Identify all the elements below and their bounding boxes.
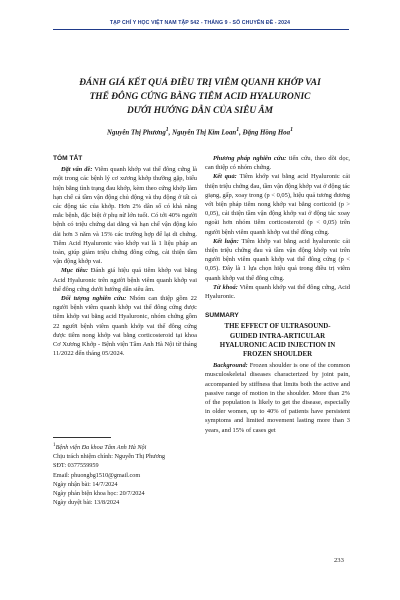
author-name: Nguyễn Thị Phương [107,129,166,137]
accepted-date: Ngày duyệt bài: 13/8/2024 [53,499,120,507]
affiliation-superscript: 1 [53,442,56,448]
intro-paragraph [53,165,197,266]
conclusion-text: Tiêm khớp vai bằng acid hyaluronic cải thiện triệu chứng đau và tầm vận động khớp vai trên người bệnh viêm quanh khớp vai thể đông cứng (p < 0,05). Đây là 1 lựa chọn hiệu quả trong điều trị viêm quanh khớp vai thể đông cứng. [205,237,350,282]
summary-heading: SUMMARY [205,312,239,320]
author-name: Đặng Hồng Hoa [242,129,291,137]
title-line: DƯỚI HƯỚNG DẪN CỦA SIÊU ÂM [126,105,274,116]
background-text: Frozen shoulder is one of the common musculoskeletal diseases characterized by joint pain, accompanied by stiffness that limits both the active and passive range of motion in the shoulder. More than 2% of the population is likely to get the disease, especially in older women, up to 40% of patients have persistent symptoms and limited movement lasting more than 3 years, and 15% of cases get [205,362,350,434]
reviewed-date: Ngày phản biện khoa học: 20/7/2024 [53,490,145,498]
conclusion-label: Kết luận: [213,237,239,245]
results-label: Kết quả: [213,173,237,181]
aim-text: Đánh giá hiệu quả tiêm khớp vai bằng Acid Hyaluronic trên người bệnh viêm quanh khớp vai thể đông cứng dưới hướng dẫn siêu âm. [53,267,197,293]
english-title-line: FROZEN SHOULDER [242,351,313,359]
subjects-text: Nhóm can thiệp gồm 22 người bệnh viêm quanh khớp vai thể đông cứng được tiêm khớp vai bằng acid Hyaluronic, nhóm chứng gồm 22 người bệnh viêm quanh khớp vai thể đông cứng được tiêm nong khớp vai bằng corticosteroid tại khoa Cơ Xương Khớp - Bệnh viện Tâm Anh Hà Nội từ tháng 11/2022 đến tháng 05/2024. [53,295,197,358]
subjects-label: Đối tượng nghiên cứu: [61,295,127,303]
affiliation: Bệnh viện Đa khoa Tâm Anh Hà Nội [55,444,147,452]
subjects-paragraph [53,294,197,358]
results-paragraph [205,172,350,236]
keywords-label: Từ khoá: [213,283,238,291]
journal-header: TẠP CHÍ Y HỌC VIỆT NAM TẬP 542 - THÁNG 9 - SỐ CHUYÊN ĐỀ - 2024 [109,20,291,26]
methods-paragraph [205,154,350,172]
english-title-line: HYALURONIC ACID INJECTION IN [219,341,336,349]
english-title [205,322,350,359]
phone-number: SĐT: 0377559959 [53,462,99,470]
author-name: Nguyễn Thị Kim Loan [172,129,237,137]
abstract-heading: TÓM TẮT [53,155,83,162]
english-title-line: GUIDED INTRA-ARTICULAR [229,332,326,340]
keywords-paragraph [205,283,350,301]
intro-text: Viêm quanh khớp vai thể đông cứng là một trong các bệnh lý cơ xương khớp thường gặp, biểu hiện bằng tình trạng đau khớp, kèm theo cứng khớp làm hạn chế cả tầm vận động chủ động và thụ động ở tất cả các động tác của khớp. Hơn 2% dân số có khả năng mắc bệnh, đặc biệt ở phụ nữ lớn tuổi. Có tới 40% người bệnh có triệu chứng dai dẳng và hạn chế vận động kéo dài hơn 3 năm và 15% các trường hợp để lại di chứng. Tiêm Acid Hyaluronic vào khớp vai là 1 liệu pháp an toàn, giúp giảm triệu chứng đông cứng, cải thiện tầm vận động khớp vai. [53,166,197,266]
right-column [205,154,350,435]
author-list: Nguyễn Thị Phương$^1$, Nguyễn Thị Kim Loan$^1$, Đặng Hồng Hoa$^1$ [107,127,293,137]
title-line: ĐÁNH GIÁ KẾT QUẢ ĐIỀU TRỊ VIÊM QUANH KHỚP VAI [79,78,321,88]
methods-label: Phương pháp nghiên cứu: [213,155,287,162]
email-address: Email: phuongbg1510@gmail.com [53,471,141,479]
page-number: 233 [334,557,344,564]
results-text: Tiêm khớp vai bằng acid Hyaluronic cải thiện triệu chứng đau, tầm vận động khớp vai ở động tác giạng, gấp, xoay trong (p < 0,05), hiệu quả tương đương với biện pháp tiêm nong khớp vai bằng corticoid (p > 0,05), cải thiện tầm vận động khớp vai ở động tác xoay ngoài hơn nhóm tiêm corticosteroid (p < 0,05) trên người bệnh viêm quanh khớp vai thể đông cứng. [205,173,351,236]
author-superscript: 1 [290,127,293,133]
author-superscript: 1 [236,127,240,133]
conclusion-paragraph [205,237,350,283]
english-title-line: THE EFFECT OF ULTRASOUND- [224,323,331,331]
received-date: Ngày nhận bài: 14/7/2024 [53,480,118,488]
aim-label: Mục tiêu: [61,267,88,275]
aim-paragraph [53,266,197,294]
article-title [50,77,350,118]
footnotes [53,441,198,507]
background-label: Background: [213,362,248,370]
keywords-text: Viêm quanh khớp vai thể đông cứng, Acid Hyaluronic. [205,283,350,301]
title-line: THỂ ĐÔNG CỨNG BẰNG TIÊM ACID HYALURONIC [89,91,311,102]
methods-text: tiến cứu, theo dõi dọc, can thiệp có nhóm chứng. [205,155,351,172]
footnote-rule [53,437,111,438]
intro-label: Đặt vấn đề: [61,166,93,174]
corresponding-author: Chịu trách nhiệm chính: Nguyễn Thị Phương [53,453,166,461]
background-paragraph [205,361,350,435]
header-rule [53,29,349,30]
left-column [53,154,197,358]
affiliation-line [53,441,198,452]
author-superscript: 1 [165,127,169,133]
